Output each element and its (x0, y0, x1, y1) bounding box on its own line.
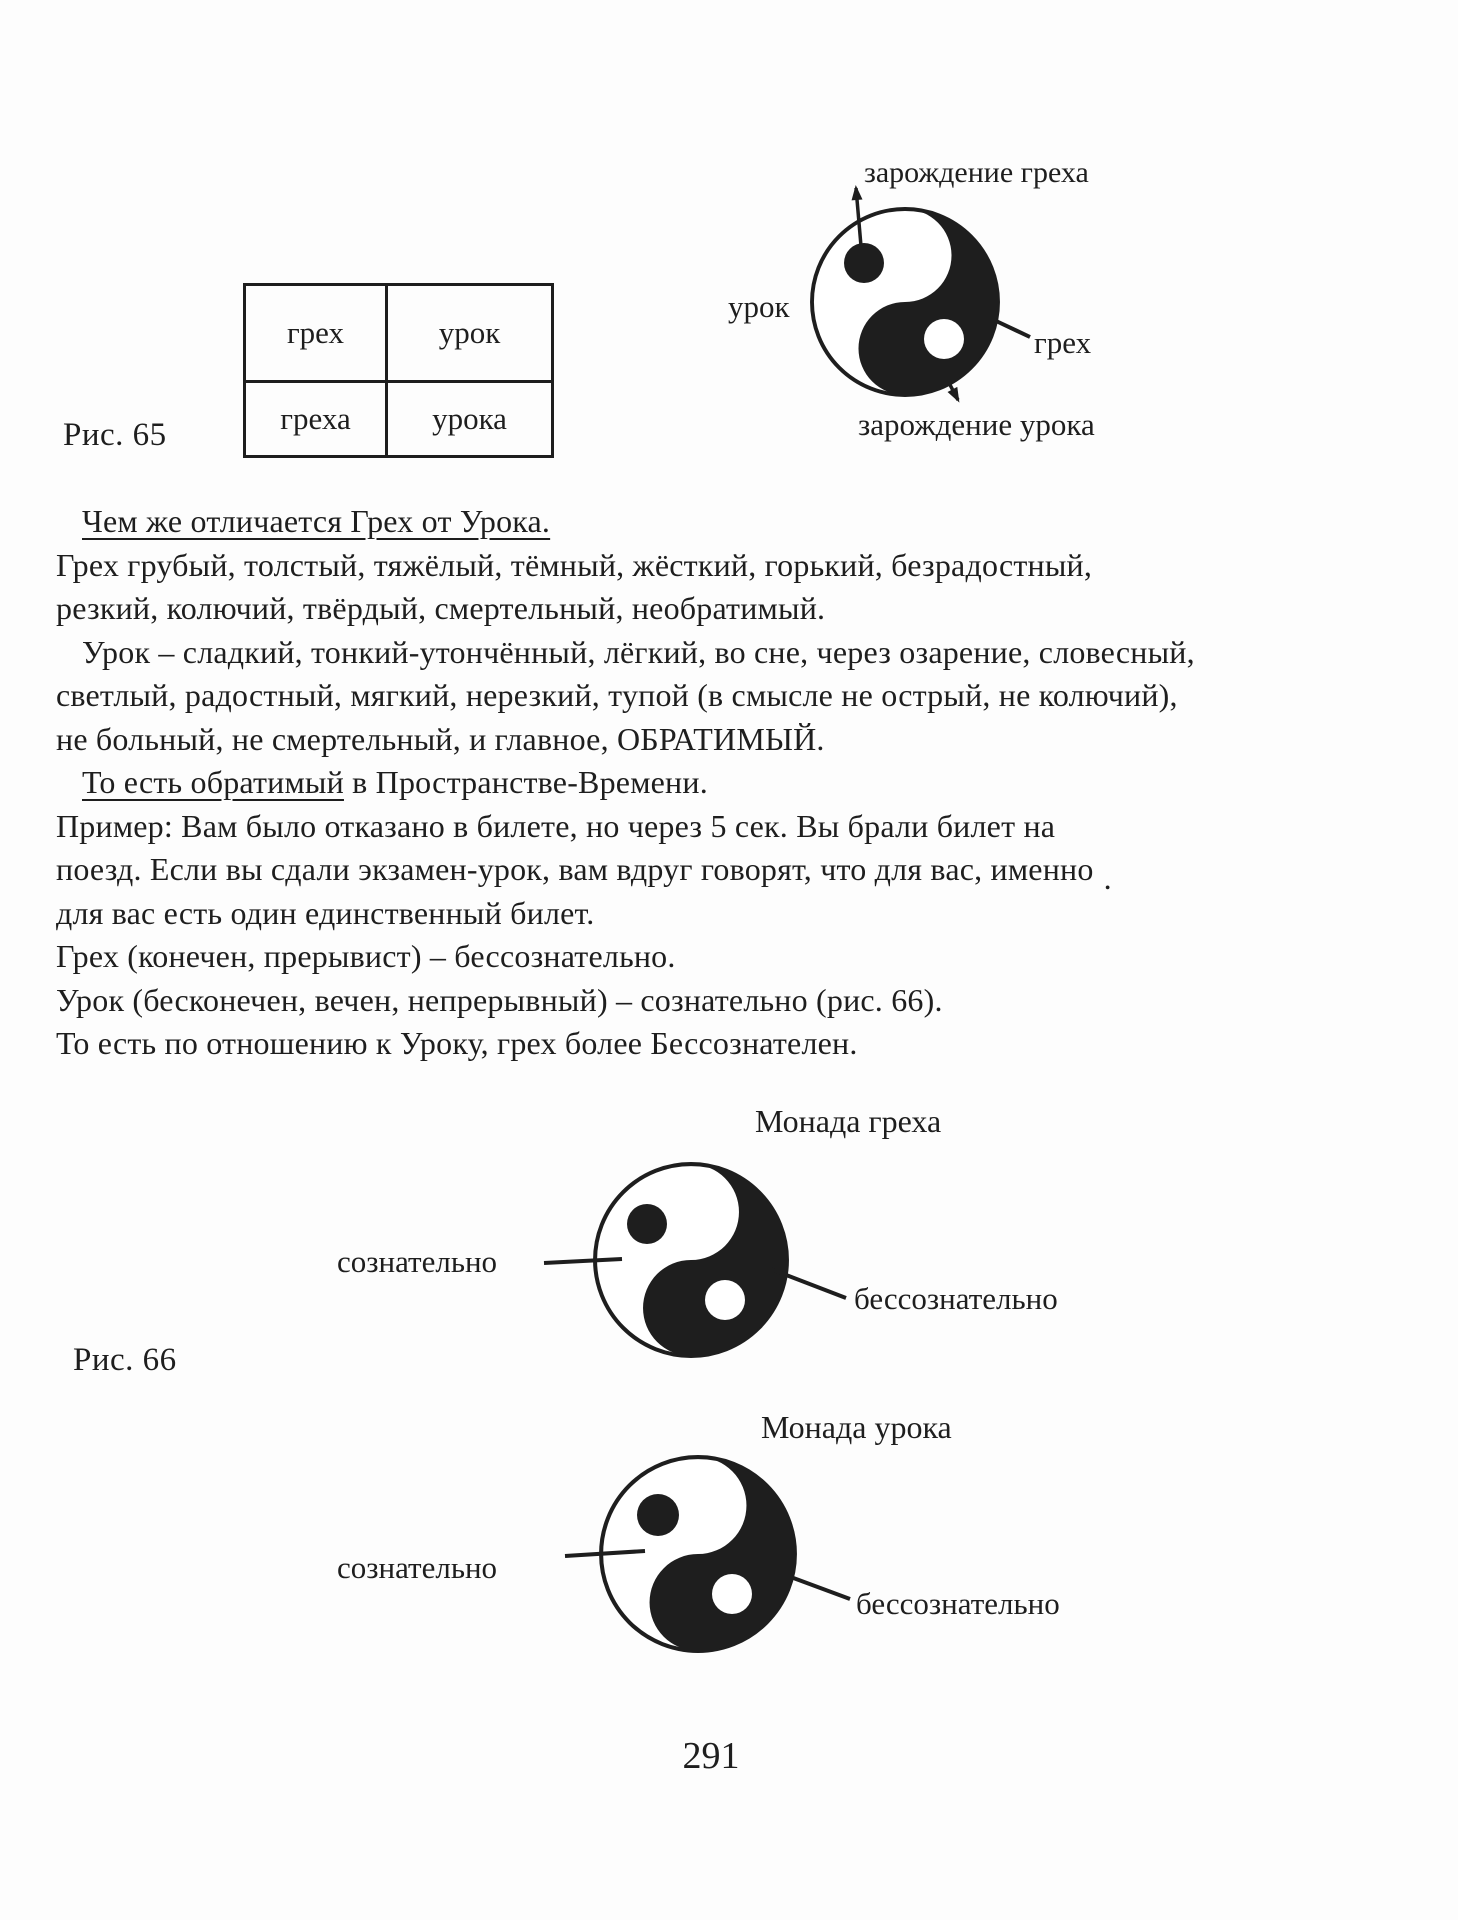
fig65-label-grekh: грех (1034, 325, 1092, 360)
fig65-table (243, 283, 554, 458)
body-line-with-stray-dot: поезд. Если вы сдали экзамен-урок, вам вдруг говорят, что для вас, именно . (56, 851, 1112, 896)
yin-yang-monad (812, 209, 998, 395)
fig65-label-sin-origin: зарождение греха (864, 156, 1089, 189)
yin-yang-monad (601, 1457, 795, 1651)
body-line: резкий, колючий, твёрдый, смертельный, необратимый. (56, 590, 826, 626)
connector-to-grekh-label (994, 320, 1030, 337)
body-text (56, 500, 1421, 1066)
body-line: То есть по отношению к Уроку, грех более Бессознателен. (56, 1025, 858, 1061)
fig66a-label-soznatelno: сознательно (337, 1244, 498, 1279)
body-line-toest: То есть обратимый в Пространстве-Времени. (82, 764, 708, 800)
table-cell-grekha: греха (245, 382, 387, 457)
body-line: Пример: Вам было отказано в билете, но через 5 сек. Вы брали билет на (56, 807, 1056, 844)
page-number: 291 (682, 1735, 740, 1777)
table-cell-urok: урок (387, 285, 553, 382)
body-line: Грех (конечен, прерывист) – бессознательно. (56, 938, 676, 974)
figure66-monada-grekha-diagram (530, 1150, 1090, 1380)
fig66-title-monada-grekha: Монада греха (755, 1103, 942, 1139)
fig66b-label-soznatelno: сознательно (337, 1550, 498, 1585)
monad-black-dot (844, 243, 884, 283)
body-line: не больный, не смертельный, и главное, ОБРАТИМЫЙ. (56, 720, 825, 757)
body-line: для вас есть один единственный билет. (56, 894, 595, 931)
body-line: Урок (бесконечен, вечен, непрерывный) – сознательно (рис. 66). (56, 981, 943, 1018)
monad-white-dot (712, 1574, 752, 1614)
body-heading: Чем же отличается Грех от Урока. (82, 503, 551, 539)
yin-yang-monad (595, 1164, 787, 1356)
stray-dot-artifact: . (1103, 860, 1112, 896)
figure66-caption: Рис. 66 (73, 1342, 177, 1378)
table-cell-grekh: грех (245, 285, 387, 382)
body-line: Грех грубый, толстый, тяжёлый, тёмный, жёсткий, горький, безрадостный, (56, 546, 1093, 583)
monad-black-dot (627, 1204, 667, 1244)
fig66b-label-bessoznatelno: бессознательно (856, 1586, 1060, 1621)
monad-black-dot (637, 1494, 679, 1536)
fig66-title-monada-uroka: Монада урока (761, 1409, 952, 1445)
body-line: светлый, радостный, мягкий, нерезкий, тупой (в смысле не острый, не колючий), (56, 677, 1178, 713)
fig66a-label-bessoznatelno: бессознательно (854, 1281, 1058, 1316)
body-line: Урок – сладкий, тонкий-утончённый, лёгкий, во сне, через озарение, словесный, (82, 633, 1195, 670)
table-cell-uroka: урока (387, 382, 553, 457)
fig65-label-lesson-origin: зарождение урока (858, 407, 1095, 442)
monad-white-dot (705, 1280, 745, 1320)
connector-to-bessoznatelno-label (788, 1576, 850, 1599)
figure66-monada-uroka-diagram (530, 1444, 1090, 1674)
fig65-label-urok: урок (728, 289, 790, 324)
monad-white-dot (924, 319, 964, 359)
figure65-caption: Рис. 65 (63, 417, 167, 453)
